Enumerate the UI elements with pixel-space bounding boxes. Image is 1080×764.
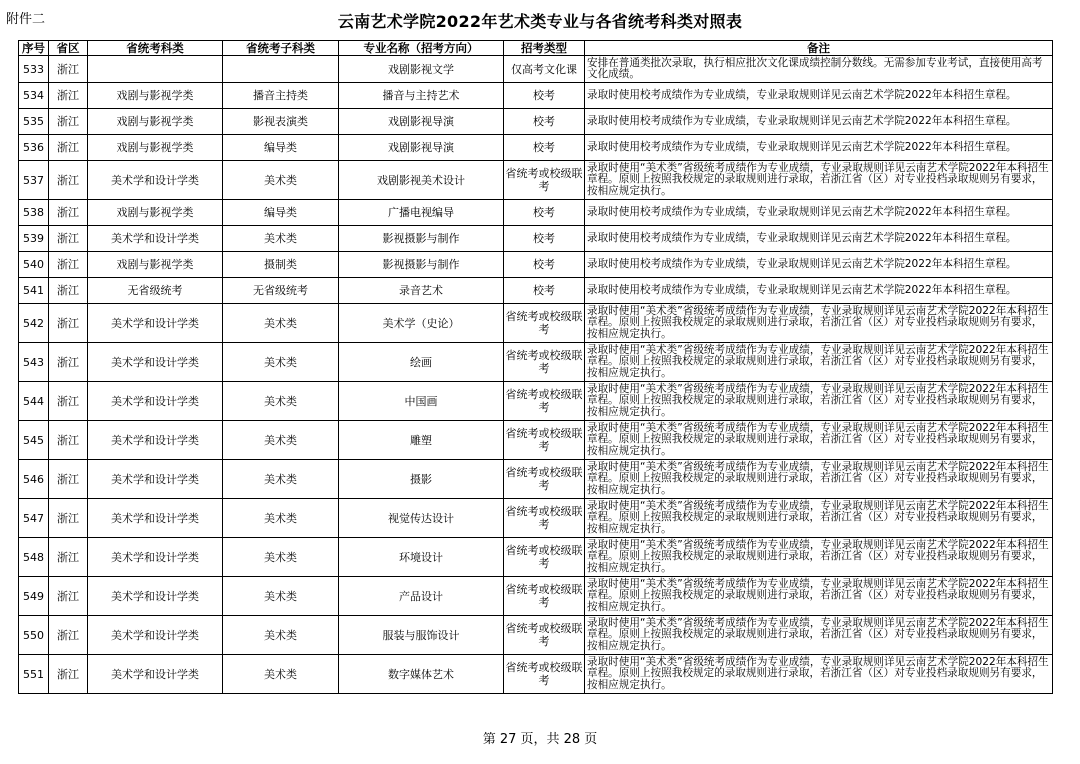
row-note: 录取时使用“美术类”省级统考成绩作为专业成绩，专业录取规则详见云南艺术学院2022年本科招生章程。原则上按照我校规定的录取规则进行录取，若浙江省（区）对专业投档录取规则另有要求，按相应规定执行。 xyxy=(585,577,1053,616)
row-type: 校考 xyxy=(504,135,585,161)
table-row xyxy=(19,577,1053,616)
row-major: 摄影 xyxy=(339,460,504,499)
row-note: 录取时使用校考成绩作为专业成绩，专业录取规则详见云南艺术学院2022年本科招生章程。 xyxy=(585,278,1053,304)
table-row xyxy=(19,109,1053,135)
table-row xyxy=(19,161,1053,200)
row-type: 校考 xyxy=(504,252,585,278)
row-major: 服装与服饰设计 xyxy=(339,616,504,655)
header-province: 省区 xyxy=(49,41,88,56)
row-note: 录取时使用校考成绩作为专业成绩，专业录取规则详见云南艺术学院2022年本科招生章程。 xyxy=(585,226,1053,252)
row-category: 美术学和设计学类 xyxy=(88,226,223,252)
row-province: 浙江 xyxy=(49,252,88,278)
row-no: 543 xyxy=(19,343,49,382)
table-row xyxy=(19,252,1053,278)
row-major: 中国画 xyxy=(339,382,504,421)
row-major: 录音艺术 xyxy=(339,278,504,304)
row-no: 550 xyxy=(19,616,49,655)
table-row xyxy=(19,499,1053,538)
header-note: 备注 xyxy=(585,41,1053,56)
row-no: 535 xyxy=(19,109,49,135)
row-category: 美术学和设计学类 xyxy=(88,499,223,538)
row-note: 录取时使用“美术类”省级统考成绩作为专业成绩，专业录取规则详见云南艺术学院2022年本科招生章程。原则上按照我校规定的录取规则进行录取，若浙江省（区）对专业投档录取规则另有要求，按相应规定执行。 xyxy=(585,616,1053,655)
row-major: 影视摄影与制作 xyxy=(339,252,504,278)
row-type: 省统考或校级联考 xyxy=(504,538,585,577)
row-subcategory: 美术类 xyxy=(223,538,339,577)
row-major: 戏剧影视美术设计 xyxy=(339,161,504,200)
row-province: 浙江 xyxy=(49,538,88,577)
row-province: 浙江 xyxy=(49,200,88,226)
row-category: 美术学和设计学类 xyxy=(88,655,223,694)
row-subcategory: 编导类 xyxy=(223,135,339,161)
table-row xyxy=(19,460,1053,499)
row-type: 省统考或校级联考 xyxy=(504,343,585,382)
page-footer: 第 27 页，共 28 页 xyxy=(482,732,598,747)
comparison-table xyxy=(18,40,1053,694)
row-type: 省统考或校级联考 xyxy=(504,499,585,538)
row-category: 美术学和设计学类 xyxy=(88,538,223,577)
row-no: 534 xyxy=(19,83,49,109)
row-type: 省统考或校级联考 xyxy=(504,304,585,343)
table-row xyxy=(19,421,1053,460)
row-category: 戏剧与影视学类 xyxy=(88,135,223,161)
row-subcategory: 美术类 xyxy=(223,655,339,694)
row-category: 美术学和设计学类 xyxy=(88,616,223,655)
row-category: 美术学和设计学类 xyxy=(88,421,223,460)
row-type: 校考 xyxy=(504,200,585,226)
row-province: 浙江 xyxy=(49,226,88,252)
row-note: 录取时使用“美术类”省级统考成绩作为专业成绩，专业录取规则详见云南艺术学院2022年本科招生章程。原则上按照我校规定的录取规则进行录取，若浙江省（区）对专业投档录取规则另有要求，按相应规定执行。 xyxy=(585,538,1053,577)
row-note: 录取时使用校考成绩作为专业成绩，专业录取规则详见云南艺术学院2022年本科招生章程。 xyxy=(585,252,1053,278)
row-no: 540 xyxy=(19,252,49,278)
table-row xyxy=(19,226,1053,252)
row-category: 无省级统考 xyxy=(88,278,223,304)
row-major: 影视摄影与制作 xyxy=(339,226,504,252)
row-no: 544 xyxy=(19,382,49,421)
row-province: 浙江 xyxy=(49,56,88,83)
row-note: 安排在普通类批次录取，执行相应批次文化课成绩控制分数线。无需参加专业考试，直接使用高考文化成绩。 xyxy=(585,56,1053,83)
row-subcategory: 美术类 xyxy=(223,421,339,460)
row-category: 美术学和设计学类 xyxy=(88,343,223,382)
row-category: 美术学和设计学类 xyxy=(88,577,223,616)
row-category xyxy=(88,56,223,83)
row-no: 545 xyxy=(19,421,49,460)
row-category: 美术学和设计学类 xyxy=(88,161,223,200)
table-row xyxy=(19,200,1053,226)
row-no: 549 xyxy=(19,577,49,616)
row-province: 浙江 xyxy=(49,382,88,421)
row-type: 省统考或校级联考 xyxy=(504,460,585,499)
row-subcategory: 美术类 xyxy=(223,161,339,200)
row-category: 戏剧与影视学类 xyxy=(88,83,223,109)
row-province: 浙江 xyxy=(49,499,88,538)
row-subcategory: 美术类 xyxy=(223,304,339,343)
row-note: 录取时使用“美术类”省级统考成绩作为专业成绩，专业录取规则详见云南艺术学院2022年本科招生章程。原则上按照我校规定的录取规则进行录取，若浙江省（区）对专业投档录取规则另有要求，按相应规定执行。 xyxy=(585,161,1053,200)
row-type: 校考 xyxy=(504,278,585,304)
row-type: 仅高考文化课 xyxy=(504,56,585,83)
row-province: 浙江 xyxy=(49,135,88,161)
table-row xyxy=(19,655,1053,694)
row-type: 省统考或校级联考 xyxy=(504,161,585,200)
row-major: 美术学（史论） xyxy=(339,304,504,343)
row-subcategory: 美术类 xyxy=(223,499,339,538)
row-category: 戏剧与影视学类 xyxy=(88,109,223,135)
row-province: 浙江 xyxy=(49,83,88,109)
row-subcategory: 美术类 xyxy=(223,616,339,655)
attachment-label: 附件二 xyxy=(6,12,46,27)
table-row xyxy=(19,343,1053,382)
row-note: 录取时使用“美术类”省级统考成绩作为专业成绩，专业录取规则详见云南艺术学院2022年本科招生章程。原则上按照我校规定的录取规则进行录取，若浙江省（区）对专业投档录取规则另有要求，按相应规定执行。 xyxy=(585,499,1053,538)
table-row xyxy=(19,616,1053,655)
row-subcategory: 美术类 xyxy=(223,382,339,421)
row-subcategory: 影视表演类 xyxy=(223,109,339,135)
row-province: 浙江 xyxy=(49,343,88,382)
row-no: 542 xyxy=(19,304,49,343)
row-no: 537 xyxy=(19,161,49,200)
row-subcategory: 美术类 xyxy=(223,577,339,616)
row-category: 美术学和设计学类 xyxy=(88,460,223,499)
table-row xyxy=(19,278,1053,304)
header-major: 专业名称（招考方向） xyxy=(339,41,504,56)
row-type: 校考 xyxy=(504,109,585,135)
row-province: 浙江 xyxy=(49,421,88,460)
row-note: 录取时使用“美术类”省级统考成绩作为专业成绩，专业录取规则详见云南艺术学院2022年本科招生章程。原则上按照我校规定的录取规则进行录取，若浙江省（区）对专业投档录取规则另有要求，按相应规定执行。 xyxy=(585,421,1053,460)
row-province: 浙江 xyxy=(49,304,88,343)
row-note: 录取时使用校考成绩作为专业成绩，专业录取规则详见云南艺术学院2022年本科招生章程。 xyxy=(585,109,1053,135)
row-no: 536 xyxy=(19,135,49,161)
row-major: 产品设计 xyxy=(339,577,504,616)
row-subcategory: 摄制类 xyxy=(223,252,339,278)
row-no: 538 xyxy=(19,200,49,226)
row-no: 547 xyxy=(19,499,49,538)
row-major: 视觉传达设计 xyxy=(339,499,504,538)
row-no: 548 xyxy=(19,538,49,577)
header-category: 省统考科类 xyxy=(88,41,223,56)
row-province: 浙江 xyxy=(49,616,88,655)
row-province: 浙江 xyxy=(49,577,88,616)
row-no: 551 xyxy=(19,655,49,694)
row-major: 广播电视编导 xyxy=(339,200,504,226)
row-no: 541 xyxy=(19,278,49,304)
header-type: 招考类型 xyxy=(504,41,585,56)
table-row xyxy=(19,135,1053,161)
table-row xyxy=(19,56,1053,83)
row-province: 浙江 xyxy=(49,655,88,694)
row-major: 雕塑 xyxy=(339,421,504,460)
table-body xyxy=(19,56,1053,694)
row-subcategory: 美术类 xyxy=(223,460,339,499)
row-major: 环境设计 xyxy=(339,538,504,577)
row-type: 校考 xyxy=(504,226,585,252)
row-note: 录取时使用“美术类”省级统考成绩作为专业成绩，专业录取规则详见云南艺术学院2022年本科招生章程。原则上按照我校规定的录取规则进行录取，若浙江省（区）对专业投档录取规则另有要求，按相应规定执行。 xyxy=(585,343,1053,382)
table-row xyxy=(19,304,1053,343)
row-category: 戏剧与影视学类 xyxy=(88,200,223,226)
row-note: 录取时使用“美术类”省级统考成绩作为专业成绩，专业录取规则详见云南艺术学院2022年本科招生章程。原则上按照我校规定的录取规则进行录取，若浙江省（区）对专业投档录取规则另有要求，按相应规定执行。 xyxy=(585,382,1053,421)
row-province: 浙江 xyxy=(49,278,88,304)
row-major: 播音与主持艺术 xyxy=(339,83,504,109)
row-subcategory: 无省级统考 xyxy=(223,278,339,304)
table-row xyxy=(19,83,1053,109)
row-major: 戏剧影视导演 xyxy=(339,135,504,161)
row-type: 省统考或校级联考 xyxy=(504,655,585,694)
row-note: 录取时使用“美术类”省级统考成绩作为专业成绩，专业录取规则详见云南艺术学院2022年本科招生章程。原则上按照我校规定的录取规则进行录取，若浙江省（区）对专业投档录取规则另有要求，按相应规定执行。 xyxy=(585,304,1053,343)
row-major: 绘画 xyxy=(339,343,504,382)
row-no: 539 xyxy=(19,226,49,252)
row-major: 戏剧影视导演 xyxy=(339,109,504,135)
row-type: 省统考或校级联考 xyxy=(504,382,585,421)
row-subcategory xyxy=(223,56,339,83)
row-category: 戏剧与影视学类 xyxy=(88,252,223,278)
row-note: 录取时使用“美术类”省级统考成绩作为专业成绩，专业录取规则详见云南艺术学院2022年本科招生章程。原则上按照我校规定的录取规则进行录取，若浙江省（区）对专业投档录取规则另有要求，按相应规定执行。 xyxy=(585,460,1053,499)
header-no: 序号 xyxy=(19,41,49,56)
row-no: 546 xyxy=(19,460,49,499)
row-category: 美术学和设计学类 xyxy=(88,304,223,343)
row-subcategory: 编导类 xyxy=(223,200,339,226)
row-note: 录取时使用校考成绩作为专业成绩，专业录取规则详见云南艺术学院2022年本科招生章程。 xyxy=(585,200,1053,226)
row-note: 录取时使用校考成绩作为专业成绩，专业录取规则详见云南艺术学院2022年本科招生章程。 xyxy=(585,135,1053,161)
row-type: 省统考或校级联考 xyxy=(504,577,585,616)
header-subcategory: 省统考子科类 xyxy=(223,41,339,56)
row-province: 浙江 xyxy=(49,109,88,135)
table-row xyxy=(19,382,1053,421)
page-title: 云南艺术学院2022年艺术类专业与各省统考科类对照表 xyxy=(337,12,743,31)
row-province: 浙江 xyxy=(49,460,88,499)
row-subcategory: 美术类 xyxy=(223,226,339,252)
row-subcategory: 播音主持类 xyxy=(223,83,339,109)
row-type: 校考 xyxy=(504,83,585,109)
row-category: 美术学和设计学类 xyxy=(88,382,223,421)
row-province: 浙江 xyxy=(49,161,88,200)
table-header-row xyxy=(19,41,1053,56)
table-row xyxy=(19,538,1053,577)
row-note: 录取时使用校考成绩作为专业成绩，专业录取规则详见云南艺术学院2022年本科招生章程。 xyxy=(585,83,1053,109)
row-type: 省统考或校级联考 xyxy=(504,421,585,460)
row-no: 533 xyxy=(19,56,49,83)
row-subcategory: 美术类 xyxy=(223,343,339,382)
row-note: 录取时使用“美术类”省级统考成绩作为专业成绩，专业录取规则详见云南艺术学院2022年本科招生章程。原则上按照我校规定的录取规则进行录取，若浙江省（区）对专业投档录取规则另有要求，按相应规定执行。 xyxy=(585,655,1053,694)
row-major: 数字媒体艺术 xyxy=(339,655,504,694)
row-major: 戏剧影视文学 xyxy=(339,56,504,83)
row-type: 省统考或校级联考 xyxy=(504,616,585,655)
